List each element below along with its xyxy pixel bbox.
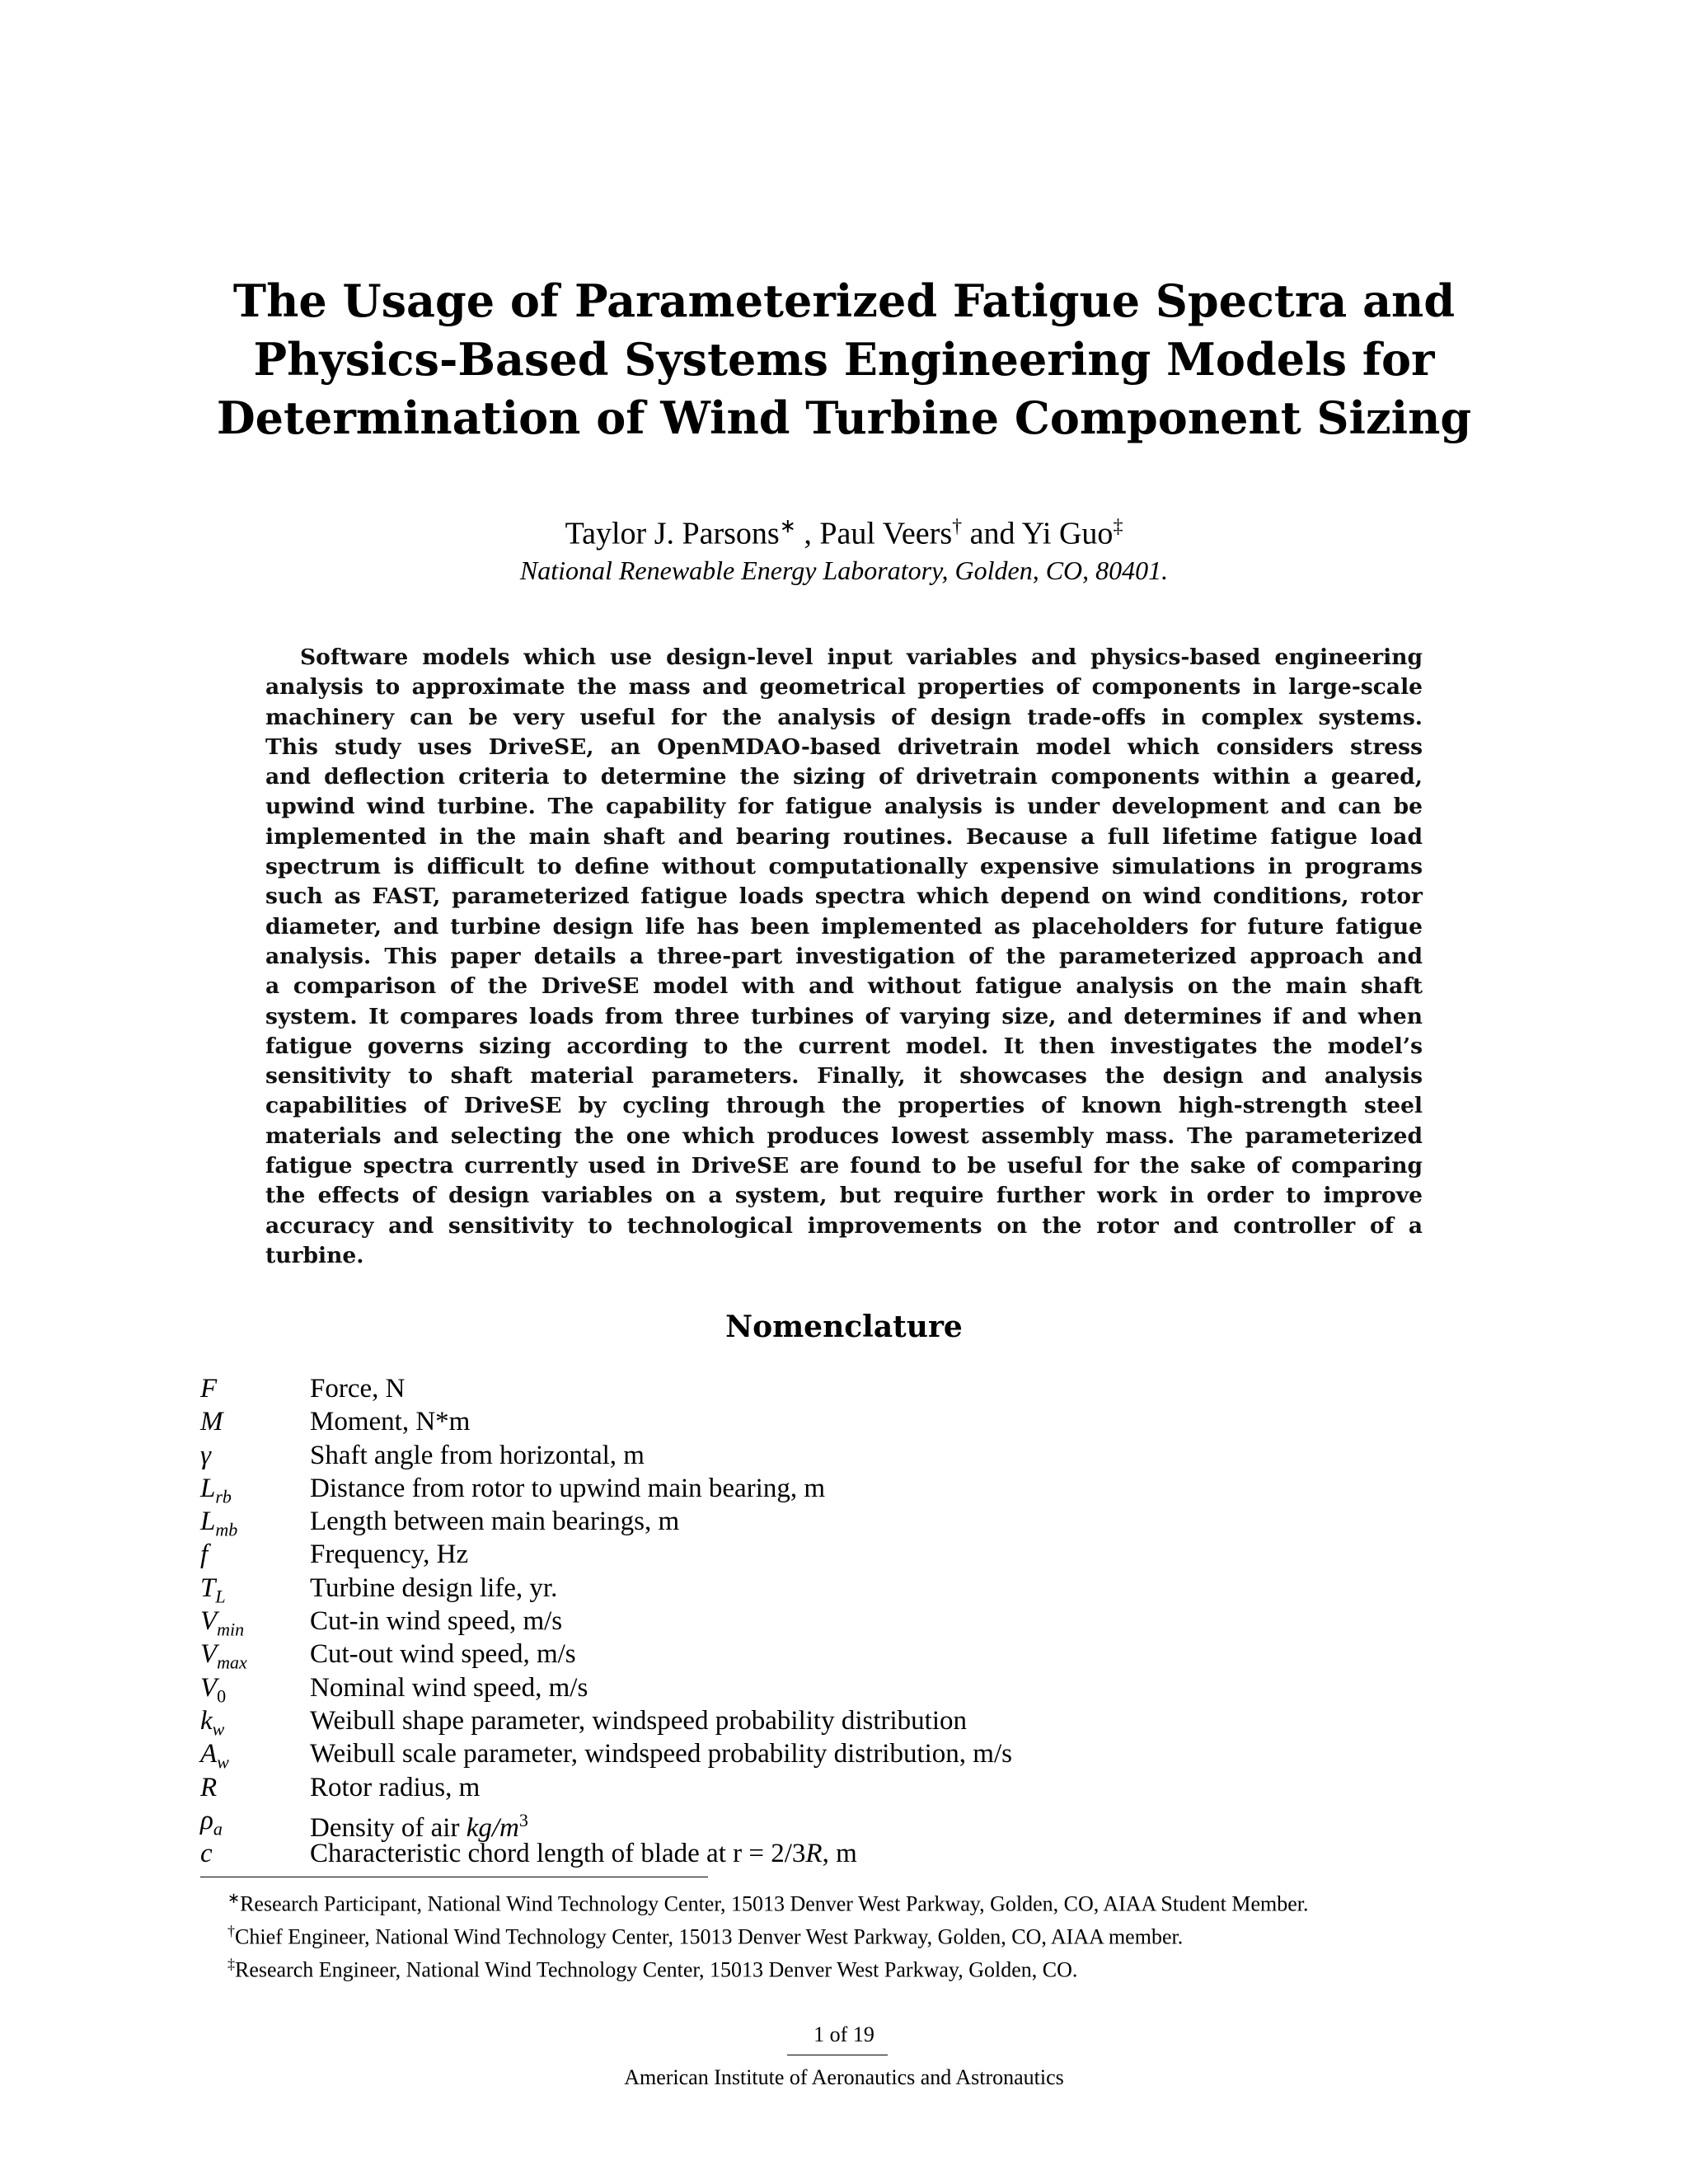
abstract-line: and deflection criteria to determine the sizing of drivetrain components within a geared, — [265, 764, 1423, 790]
footnotes — [227, 1885, 1546, 1984]
nomenclature-row — [200, 1671, 1437, 1707]
nomenclature-definition: Density of air $kg/m^3$ — [310, 1809, 528, 1843]
nomenclature-symbol: $L_{mb}$ — [200, 1507, 238, 1540]
nomenclature-definition: Rotor radius, m — [310, 1772, 481, 1802]
abstract-line: spectrum is difficult to define without computationally expensive simulations in programs — [265, 854, 1423, 880]
footnote-mark: ‡ — [227, 1956, 235, 1973]
footnote-text: Research Engineer, National Wind Technology Center, 15013 Denver West Parkway, Golden, CO. — [235, 1957, 1078, 1982]
abstract-line: analysis to approximate the mass and geometrical properties of components in large-scale — [265, 674, 1423, 701]
footnote-text: Chief Engineer, National Wind Technology Center, 15013 Denver West Parkway, Golden, CO, AIAA member. — [235, 1924, 1184, 1949]
nomenclature-row — [200, 1605, 1437, 1638]
nomenclature-row — [200, 1704, 1437, 1740]
nomenclature-row — [200, 1837, 1437, 1870]
nomenclature-symbol: $T_L$ — [200, 1572, 226, 1607]
nomenclature-row — [200, 1505, 1437, 1538]
footer-organization: American Institute of Aeronautics and Astronautics — [624, 2065, 1064, 2089]
title-line: The Usage of Parameterized Fatigue Spectra and — [232, 274, 1456, 327]
abstract-line: implemented in the main shaft and bearing routines. Because a full lifetime fatigue load — [265, 823, 1423, 850]
nomenclature-definition: Characteristic chord length of blade at r = 2/3R, m — [310, 1839, 857, 1869]
nomenclature-symbol: F — [200, 1374, 218, 1404]
title-line: Physics-Based Systems Engineering Models for — [253, 333, 1435, 386]
nomenclature-row — [200, 1472, 1437, 1505]
nomenclature-definition: Nominal wind speed, m/s — [310, 1672, 588, 1703]
author-separator: and — [962, 516, 1022, 551]
nomenclature-row — [200, 1439, 1437, 1472]
nomenclature-symbol: M — [200, 1407, 223, 1437]
nomenclature-definition: Weibull scale parameter, windspeed probability distribution, m/s — [310, 1739, 1012, 1769]
nomenclature-definition: Moment, N*m — [310, 1407, 471, 1437]
author-name: Yi Guo — [1021, 516, 1114, 551]
abstract-line: This study uses DriveSE, an OpenMDAO-based drivetrain model which considers stress — [265, 733, 1423, 760]
abstract-line: sensitivity to shaft material parameters. Finally, it showcases the design and analysis — [265, 1063, 1423, 1090]
nomenclature-definition: Cut-in wind speed, m/s — [310, 1606, 563, 1637]
page-number: 1 of 19 — [814, 2022, 874, 2046]
nomenclature-row — [200, 1737, 1437, 1773]
nomenclature-row — [200, 1572, 1437, 1605]
author-separator: , — [795, 516, 820, 551]
abstract-line: such as FAST, parameterized fatigue loads spectra which depend on wind conditions, rotor — [265, 883, 1423, 910]
nomenclature-row — [200, 1372, 1437, 1405]
nomenclature-definition: Frequency, Hz — [310, 1540, 469, 1570]
nomenclature-definition: Weibull shape parameter, windspeed probability distribution — [310, 1705, 967, 1736]
nomenclature-row — [200, 1638, 1437, 1671]
nomenclature-heading: Nomenclature — [725, 1310, 963, 1344]
nomenclature-symbol: R — [200, 1772, 218, 1802]
footnote-mark: † — [227, 1923, 235, 1940]
nomenclature-definition: Distance from rotor to upwind main bearing, m — [310, 1473, 826, 1503]
author-mark: † — [952, 516, 963, 537]
author-name: Taylor J. Parsons — [565, 516, 780, 551]
nomenclature-symbol: $V_{max}$ — [200, 1639, 247, 1673]
footnote — [227, 1918, 1546, 1951]
nomenclature-row — [200, 1538, 1437, 1571]
nomenclature-row — [200, 1804, 1437, 1843]
nomenclature-symbol: c — [200, 1839, 213, 1869]
footnote-text: Research Participant, National Wind Technology Center, 15013 Denver West Parkway, Golden, CO, AIAA Student Member. — [240, 1891, 1309, 1916]
author-list — [0, 509, 1688, 552]
nomenclature-symbol: $V_{min}$ — [200, 1606, 245, 1640]
nomenclature-symbol: $L_{rb}$ — [200, 1473, 232, 1507]
nomenclature-symbol: γ — [200, 1440, 212, 1470]
footnote — [227, 1885, 1546, 1918]
abstract-line: fatigue governs sizing according to the current model. It then investigates the model’s — [265, 1033, 1423, 1059]
abstract-line: analysis. This paper details a three-part investigation of the parameterized approach and — [265, 943, 1423, 969]
abstract — [265, 643, 1423, 1271]
abstract-line: the effects of design variables on a system, but require further work in order to improve — [265, 1183, 1423, 1209]
author-name: Paul Veers — [819, 516, 953, 551]
affiliation: National Renewable Energy Laboratory, Golden, CO, 80401. — [519, 555, 1169, 585]
nomenclature-definition: Shaft angle from horizontal, m — [310, 1440, 645, 1470]
abstract-line: system. It compares loads from three turbines of varying size, and determines if and when — [265, 1003, 1423, 1029]
nomenclature-symbol: $k_w$ — [200, 1705, 225, 1740]
abstract-line: Software models which use design-level input variables and physics-based engineering — [300, 644, 1423, 670]
abstract-line: materials and selecting the one which produces lowest assembly mass. The parameterized — [265, 1122, 1423, 1149]
abstract-line: turbine. — [265, 1242, 364, 1268]
nomenclature-symbol: f — [200, 1540, 209, 1570]
footnote — [227, 1951, 1546, 1984]
nomenclature-definition: Turbine design life, yr. — [310, 1572, 558, 1603]
footnote-mark: ∗ — [227, 1890, 241, 1906]
abstract-line: upwind wind turbine. The capability for fatigue analysis is under development and can be — [265, 794, 1423, 820]
paper-title — [0, 272, 1688, 448]
author-mark: ‡ — [1113, 516, 1123, 537]
nomenclature-symbol: $\rho_a$ — [200, 1805, 223, 1840]
author-mark: ∗ — [779, 516, 796, 537]
nomenclature-symbol: $V_0$ — [200, 1672, 227, 1707]
nomenclature-symbol: $A_w$ — [200, 1739, 229, 1773]
nomenclature-definition: Length between main bearings, m — [310, 1507, 680, 1537]
abstract-line: machinery can be very useful for the analysis of design trade-offs in complex systems. — [265, 704, 1423, 730]
nomenclature-list — [200, 1372, 1437, 1870]
title-line: Determination of Wind Turbine Component Sizing — [216, 391, 1472, 444]
abstract-line: accuracy and sensitivity to technological improvements on the rotor and controller of a — [265, 1212, 1423, 1239]
nomenclature-definition: Force, N — [310, 1374, 406, 1404]
abstract-line: capabilities of DriveSE by cycling through the properties of known high-strength steel — [265, 1093, 1423, 1119]
nomenclature-row — [200, 1405, 1437, 1438]
abstract-line: a comparison of the DriveSE model with and without fatigue analysis on the main shaft — [265, 973, 1423, 1000]
nomenclature-definition: Cut-out wind speed, m/s — [310, 1639, 576, 1670]
abstract-line: diameter, and turbine design life has been implemented as placeholders for future fatigue — [265, 913, 1423, 940]
abstract-line: fatigue spectra currently used in DriveSE are found to be useful for the sake of comparing — [265, 1153, 1423, 1179]
nomenclature-row — [200, 1771, 1437, 1804]
